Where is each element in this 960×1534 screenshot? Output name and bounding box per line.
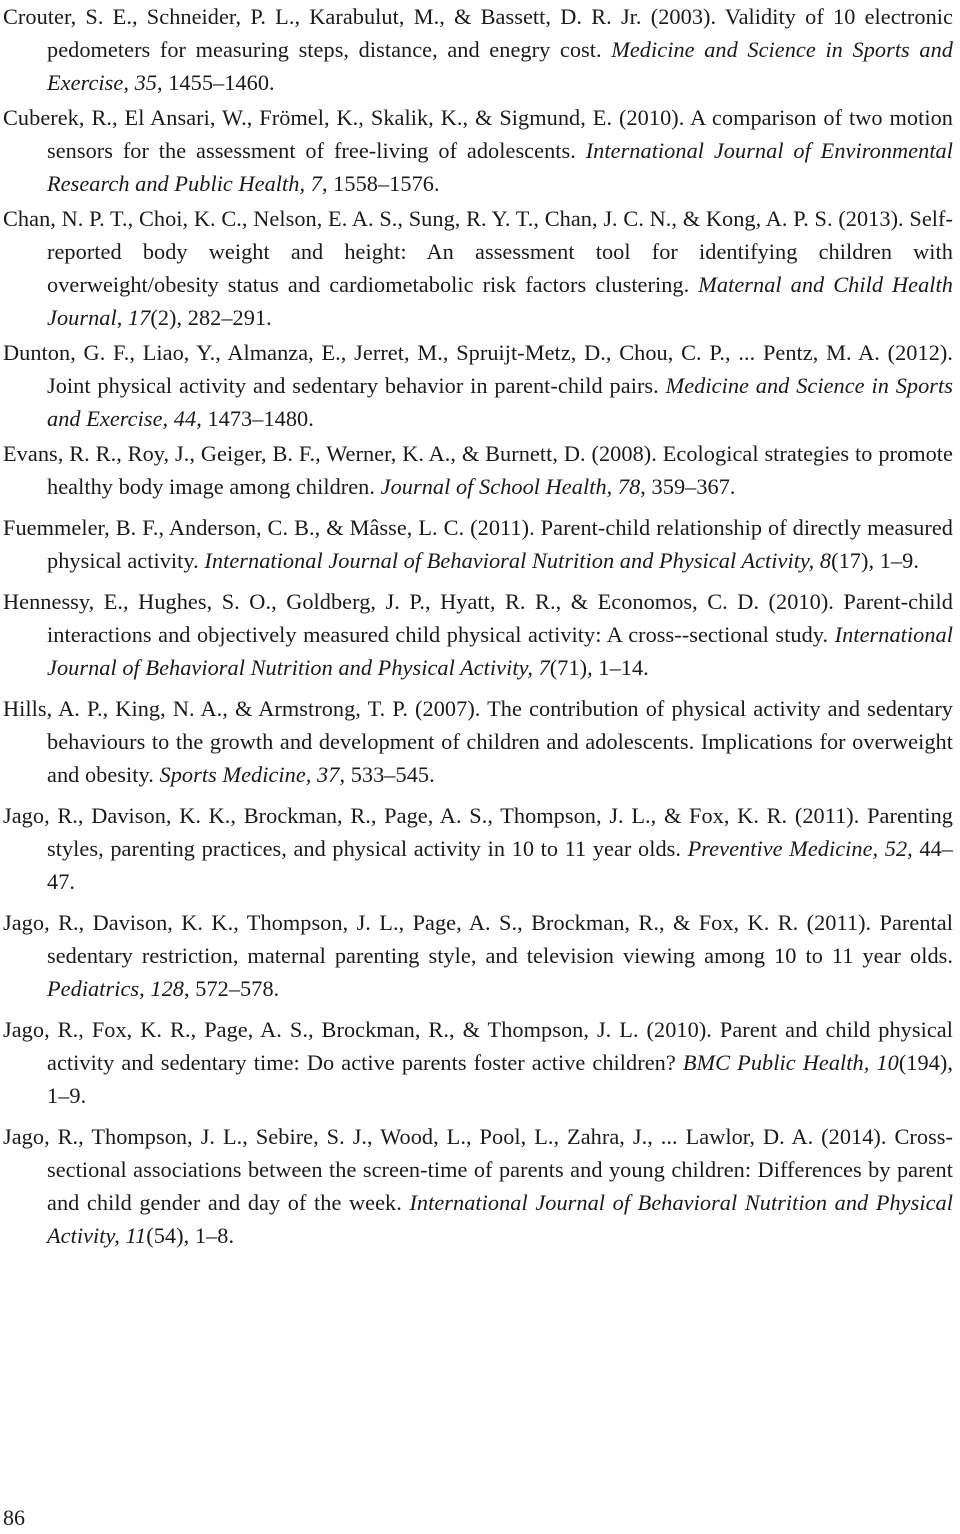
reference-source: Pediatrics, 128 [47,976,184,1001]
reference-source: Journal of School Health, 78 [380,474,641,499]
reference-entry [3,585,953,684]
reference-entry [3,1013,953,1112]
reference-entry [3,799,953,898]
reference-source: Medicine and Science in Sports and Exercise, 44 [47,373,954,431]
reference-source: International Journal of Environmental Research and Public Health, 7 [47,138,954,196]
reference-entry [3,101,953,200]
reference-pages: (54), 1–8. [146,1223,235,1248]
page-number: 86 [3,1505,25,1530]
reference-entry [3,1120,953,1252]
reference-pages: , 359–367. [640,474,736,499]
reference-entry [3,511,953,577]
reference-pages: , 44–47. [47,836,953,894]
reference-pages: , 533–545. [339,762,435,787]
reference-pages: (194), 1–9. [47,1050,953,1108]
reference-source: International Journal of Behavioral Nutrition and Physical Activity, 7 [47,622,953,680]
reference-source: BMC Public Health, 10 [682,1050,899,1075]
reference-entry [3,202,953,334]
reference-text: Evans, R. R., Roy, J., Geiger, B. F., Werner, K. A., & Burnett, D. (2008). Ecological strategies to promote healthy body image among children. [3,441,953,499]
reference-text: Jago, R., Thompson, J. L., Sebire, S. J., Wood, L., Pool, L., Zahra, J., ... Lawlor, D. A. (2014). Cross-sectional associations between the screen-time of parents and young children: Differences by parent and child gender and day of the week. [3,1124,953,1215]
reference-text: Hennessy, E., Hughes, S. O., Goldberg, J. P., Hyatt, R. R., & Economos, C. D. (2010). Parent-child interactions and objectively measured child physical activity: A cross--sectional study. [3,589,953,647]
reference-text: Cuberek, R., El Ansari, W., Frömel, K., Skalik, K., & Sigmund, E. (2010). A comparison of two motion sensors for the assessment of free-living of adolescents. [3,105,953,163]
reference-pages: (71), 1–14. [549,655,649,680]
reference-entry [3,906,953,1005]
reference-source: Preventive Medicine, 52 [687,836,908,861]
reference-text: Dunton, G. F., Liao, Y., Almanza, E., Jerret, M., Spruijt-Metz, D., Chou, C. P., ... Pentz, M. A. (2012). Joint physical activity and sedentary behavior in parent-child pairs. [3,340,953,398]
reference-pages: , 1473–1480. [196,406,314,431]
reference-pages: (17), 1–9. [831,548,919,573]
reference-text: Jago, R., Davison, K. K., Thompson, J. L., Page, A. S., Brockman, R., & Fox, K. R. (2011). Parental sedentary restriction, maternal parenting style, and television viewing among 10 to 11 year olds. [3,910,953,968]
reference-source: International Journal of Behavioral Nutrition and Physical Activity, 11 [47,1190,953,1248]
reference-source: Sports Medicine, 37 [159,762,340,787]
reference-text: Jago, R., Fox, K. R., Page, A. S., Brockman, R., & Thompson, J. L. (2010). Parent and child physical activity and sedentary time: Do active parents foster active children? [3,1017,953,1075]
reference-text: Fuemmeler, B. F., Anderson, C. B., & Mâsse, L. C. (2011). Parent-child relationship of directly measured physical activity. [3,515,953,573]
reference-text: Chan, N. P. T., Choi, K. C., Nelson, E. A. S., Sung, R. Y. T., Chan, J. C. N., & Kong, A. P. S. (2013). Self-reported body weight and height: An assessment tool for identifying children with overweight/obesity status and cardiometabolic risk factors clustering. [3,206,953,297]
reference-pages: (2), 282–291. [150,305,272,330]
reference-source: International Journal of Behavioral Nutrition and Physical Activity, 8 [204,548,832,573]
reference-pages: , 1455–1460. [156,70,275,95]
reference-source: Medicine and Science in Sports and Exercise, 35 [47,37,953,95]
reference-entry [3,336,953,435]
reference-text: Hills, A. P., King, N. A., & Armstrong, T. P. (2007). The contribution of physical activity and sedentary behaviours to the growth and development of children and adolescents. Implications for overweight and obesity. [3,696,953,787]
reference-text: Jago, R., Davison, K. K., Brockman, R., Page, A. S., Thompson, J. L., & Fox, K. R. (2011). Parenting styles, parenting practices, and physical activity in 10 to 11 year olds. [3,803,953,861]
reference-entry [3,692,953,791]
reference-entry [3,437,953,503]
reference-pages: , 572–578. [184,976,280,1001]
reference-entry [3,0,953,99]
reference-pages: , 1558–1576. [321,171,440,196]
reference-source: Maternal and Child Health Journal, 17 [47,272,953,330]
reference-text: Crouter, S. E., Schneider, P. L., Karabulut, M., & Bassett, D. R. Jr. (2003). Validity of 10 electronic pedometers for measuring steps, distance, and enegry cost. [3,4,953,62]
reference-list [3,0,953,1252]
